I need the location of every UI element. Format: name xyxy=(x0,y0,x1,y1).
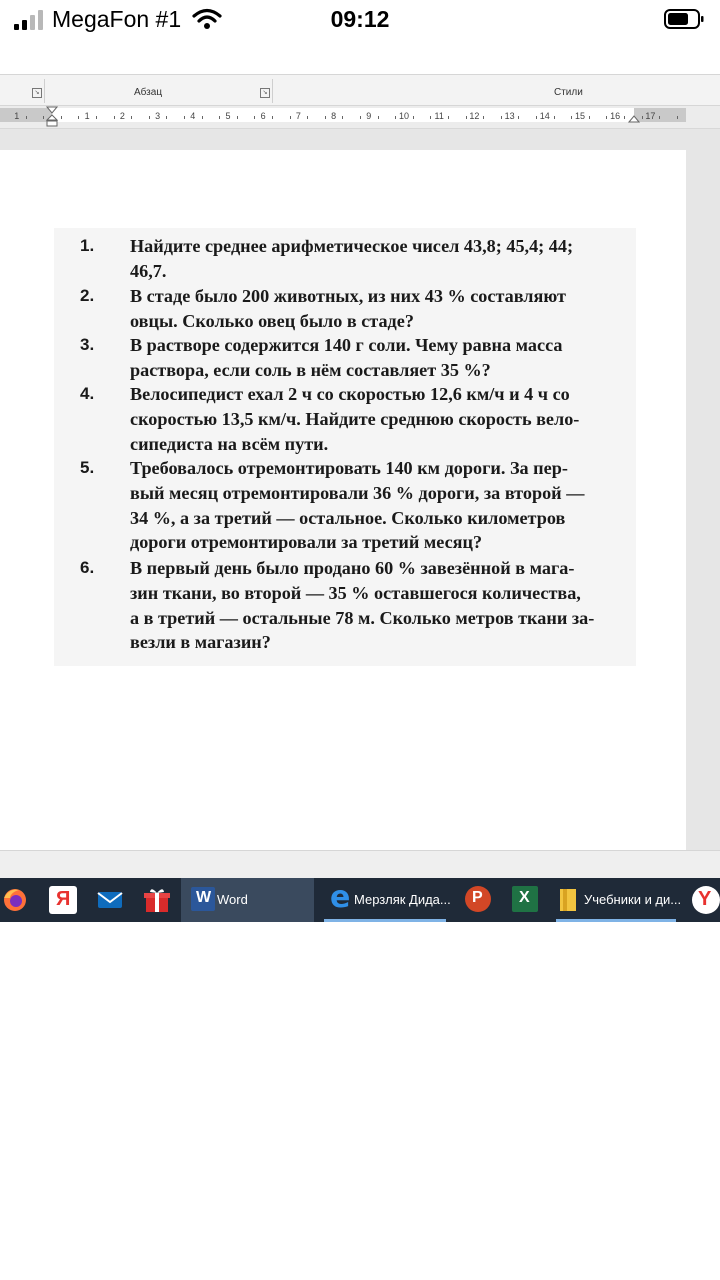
ruler-number: 15 xyxy=(574,111,585,121)
yandex-browser-letter: Y xyxy=(698,888,712,910)
word-status-strip xyxy=(0,850,720,879)
ruler-tick xyxy=(96,116,97,119)
ruler-number: 12 xyxy=(469,111,480,121)
ruler-number: 9 xyxy=(366,111,372,121)
ruler-tick xyxy=(466,116,467,119)
ruler-number: 13 xyxy=(504,111,515,121)
taskbar-explorer-button[interactable] xyxy=(552,878,680,922)
item-number: 1. xyxy=(80,236,95,255)
ruler-number: 17 xyxy=(645,111,656,121)
ruler-tick xyxy=(395,116,396,119)
ruler-tick xyxy=(342,116,343,119)
ruler-tick xyxy=(237,116,238,119)
ribbon-group-paragraph: Абзац xyxy=(134,87,163,98)
word-letter: W xyxy=(196,889,212,906)
excel-icon xyxy=(512,886,538,912)
yandex-browser-icon[interactable] xyxy=(692,886,720,914)
ruler-tick xyxy=(325,116,326,119)
item-number: 2. xyxy=(80,286,95,305)
edge-letter: e xyxy=(330,880,351,915)
ruler-tick xyxy=(501,116,502,119)
ruler-tick xyxy=(430,116,431,119)
word-ribbon xyxy=(0,74,720,106)
ruler-tick xyxy=(360,116,361,119)
word-icon xyxy=(191,887,215,911)
ruler-tick xyxy=(624,116,625,119)
ruler-tick xyxy=(659,116,660,119)
horizontal-ruler[interactable] xyxy=(0,106,720,129)
windows-taskbar xyxy=(0,878,720,922)
ruler-tick xyxy=(677,116,678,119)
taskbar-powerpoint-button[interactable] xyxy=(460,878,500,922)
item-number: 6. xyxy=(80,558,95,577)
ruler-tick xyxy=(254,116,255,119)
powerpoint-letter: P xyxy=(472,889,483,906)
browser-url-bar[interactable] xyxy=(0,36,720,72)
ruler-tick xyxy=(642,116,643,119)
yandex-icon[interactable] xyxy=(49,886,77,914)
powerpoint-icon xyxy=(465,886,491,912)
ruler-tick xyxy=(589,116,590,119)
gift-icon[interactable] xyxy=(143,886,171,914)
mail-icon[interactable] xyxy=(96,886,124,914)
ruler-tick xyxy=(378,116,379,119)
excel-letter: X xyxy=(519,889,530,906)
ruler-tick xyxy=(131,116,132,119)
ruler-tick xyxy=(61,116,62,119)
item-text: Требовалось отремонтировать 140 км дороги. За пер- вый месяц отремонтировали 36 % дороги, за второй — 34 %, а за третий — остальное. Сколько километров дороги отремонтировали за третий месяц? xyxy=(130,458,585,553)
ruler-tick xyxy=(114,116,115,119)
ruler-tick xyxy=(149,116,150,119)
ruler-number: 2 xyxy=(119,111,125,121)
font-dialog-launcher-icon[interactable]: ↘ xyxy=(32,88,42,98)
ruler-tick xyxy=(483,116,484,119)
ruler-tick xyxy=(413,116,414,119)
ruler-number: 7 xyxy=(295,111,301,121)
taskbar-edge-label: Мерзляк Дида... xyxy=(354,892,451,907)
ribbon-separator xyxy=(44,79,45,103)
battery-icon xyxy=(664,9,704,29)
ruler-number: 10 xyxy=(398,111,409,121)
ruler-number: 3 xyxy=(155,111,161,121)
item-number: 4. xyxy=(80,384,95,403)
ruler-tick xyxy=(536,116,537,119)
ruler-tick xyxy=(307,116,308,119)
ruler-tick xyxy=(571,116,572,119)
ruler-number: 1 xyxy=(84,111,90,121)
taskbar-excel-button[interactable] xyxy=(506,878,544,922)
item-number: 5. xyxy=(80,458,95,477)
ruler-tick xyxy=(26,116,27,119)
open-indicator xyxy=(556,919,676,922)
ruler-tick xyxy=(448,116,449,119)
taskbar-word-button[interactable] xyxy=(181,878,314,922)
item-number: 3. xyxy=(80,335,95,354)
right-indent-marker-icon[interactable] xyxy=(628,112,640,124)
carrier-name: MegaFon #1 xyxy=(52,6,182,32)
yandex-letter: Я xyxy=(56,888,71,910)
edge-icon xyxy=(328,880,354,915)
item-text: Велосипедист ехал 2 ч со скоростью 12,6 км/ч и 4 ч со скоростью 13,5 км/ч. Найдите среднюю скорость вело- сипедиста на всём пути. xyxy=(130,384,580,454)
taskbar-word-label: Word xyxy=(217,892,248,907)
firefox-icon[interactable] xyxy=(1,886,29,914)
ios-status-bar xyxy=(0,0,720,40)
ribbon-separator xyxy=(272,79,273,103)
ruler-number: 4 xyxy=(190,111,196,121)
taskbar-edge-button[interactable] xyxy=(320,878,450,922)
item-text: В стаде было 200 животных, из них 43 % составляют овцы. Сколько овец было в стаде? xyxy=(130,286,566,331)
taskbar-explorer-label: Учебники и ди... xyxy=(584,892,682,907)
item-text: В первый день было продано 60 % завезённой в мага- зин ткани, во второй — 35 % оставшегося количества, а в третий — остальные 78 м. Сколько метров ткани за- везли в магазин? xyxy=(130,558,595,653)
ruler-number: 14 xyxy=(539,111,550,121)
ruler-number: 5 xyxy=(225,111,231,121)
ruler-number: 16 xyxy=(610,111,621,121)
indent-marker-icon[interactable] xyxy=(46,106,58,128)
ruler-tick xyxy=(272,116,273,119)
paragraph-dialog-launcher-icon[interactable]: ↘ xyxy=(260,88,270,98)
ribbon-group-styles: Стили xyxy=(554,87,583,98)
ruler-tick xyxy=(290,116,291,119)
ruler-scale xyxy=(0,108,686,122)
ruler-tick xyxy=(554,116,555,119)
open-indicator xyxy=(324,919,446,922)
ruler-number: 6 xyxy=(260,111,266,121)
ruler-tick xyxy=(606,116,607,119)
ruler-tick xyxy=(518,116,519,119)
ruler-tick xyxy=(166,116,167,119)
ruler-tick xyxy=(184,116,185,119)
folder-icon xyxy=(558,888,578,912)
ruler-tick xyxy=(78,116,79,119)
ruler-tick xyxy=(43,116,44,119)
ruler-tick xyxy=(202,116,203,119)
ruler-number: 8 xyxy=(331,111,337,121)
clock: 09:12 xyxy=(330,6,390,32)
ruler-number: 1 xyxy=(14,111,20,121)
ruler-number: 11 xyxy=(434,111,444,121)
item-text: Найдите среднее арифметическое чисел 43,8; 45,4; 44; 46,7. xyxy=(130,236,574,281)
ruler-tick xyxy=(219,116,220,119)
item-text: В растворе содержится 140 г соли. Чему равна масса раствора, если соль в нём составляет 35 %? xyxy=(130,335,563,380)
